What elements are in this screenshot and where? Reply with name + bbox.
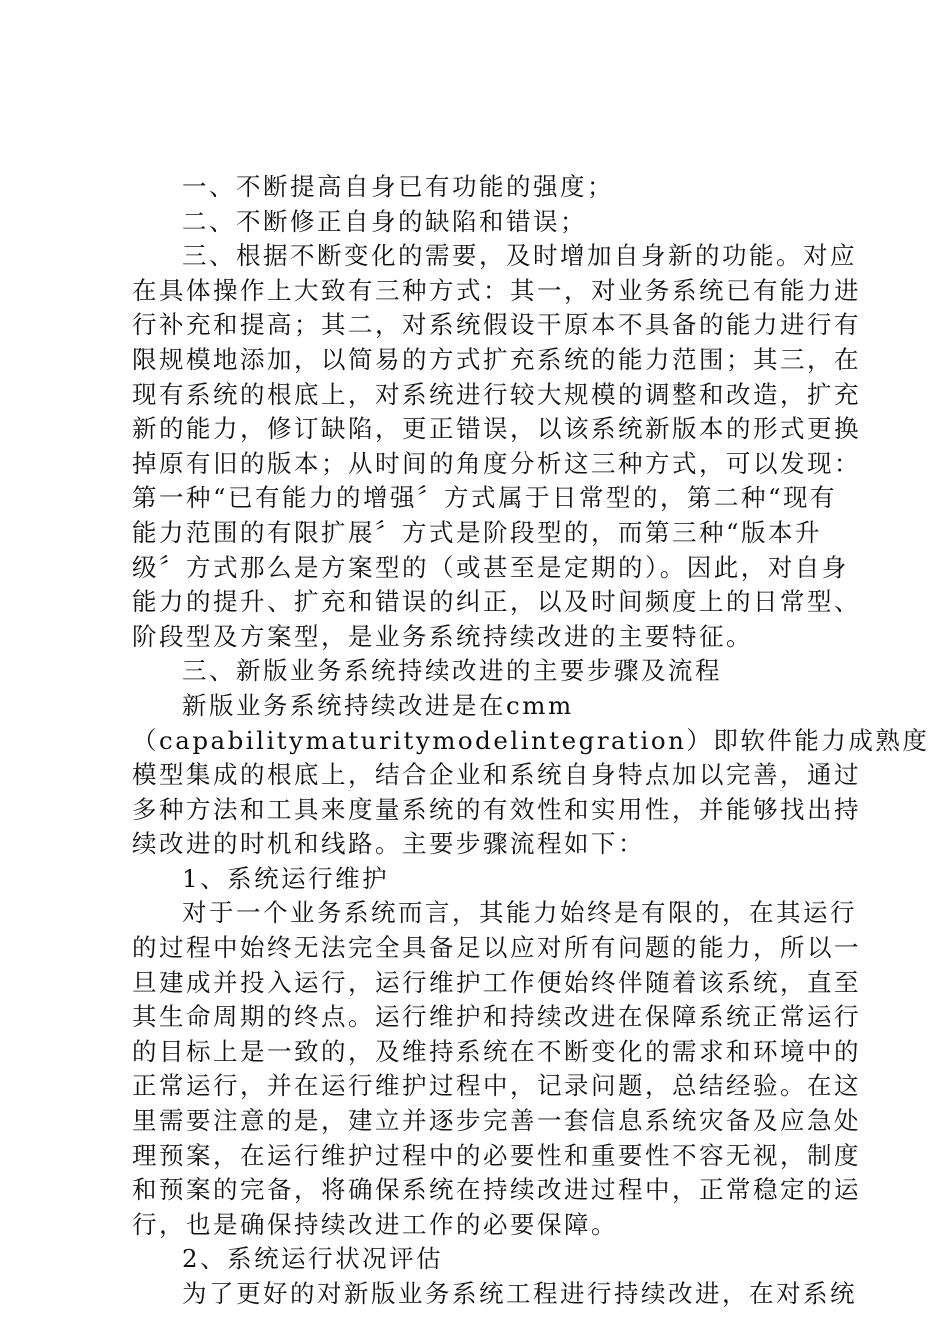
text-line: 三、新版业务系统持续改进的主要步骤及流程 xyxy=(182,656,722,686)
text-line: 在具体操作上大致有三种方式：其一，对业务系统已有能力进 xyxy=(132,275,861,305)
text-line: 能力范围的有限扩展〞方式是阶段型的，而第三种“版本升 xyxy=(132,517,823,547)
text-line: 理预案，在运行维护过程中的必要性和重要性不容无视，制度 xyxy=(132,1140,861,1170)
text-line: 三、根据不断变化的需要，及时增加自身新的功能。对应 xyxy=(182,241,857,271)
text-line: 限规模地添加，以简易的方式扩充系统的能力范围；其三，在 xyxy=(132,344,861,374)
text-line: 模型集成的根底上，结合企业和系统自身特点加以完善，通过 xyxy=(132,760,861,790)
text-line: 阶段型及方案型，是业务系统持续改进的主要特征。 xyxy=(132,621,753,651)
text-line: 能力的提升、扩充和错误的纠正，以及时间频度上的日常型、 xyxy=(132,587,861,617)
text-line: 级〞方式那么是方案型的（或甚至是定期的）。因此，对自身 xyxy=(132,552,849,582)
text-line: 续改进的时机和线路。主要步骤流程如下： xyxy=(132,829,645,859)
text-line: 行，也是确保持续改进工作的必要保障。 xyxy=(132,1209,618,1239)
text-line: 的目标上是一致的，及维持系统在不断变化的需求和环境中的 xyxy=(132,1036,861,1066)
text-line: 二、不断修正自身的缺陷和错误； xyxy=(182,206,587,236)
text-line: 多种方法和工具来度量系统的有效性和实用性，并能够找出持 xyxy=(132,794,861,824)
text-line: 第一种“已有能力的增强〞方式属于日常型的，第二种“现有 xyxy=(132,483,838,513)
text-line: 旦建成并投入运行，运行维护工作便始终伴随着该系统，直至 xyxy=(132,967,861,997)
text-line: 新的能力，修订缺陷，更正错误，以该系统新版本的形式更换 xyxy=(132,414,861,444)
text-line: 为了更好的对新版业务系统工程进行持续改进，在对系统 xyxy=(182,1279,857,1308)
text-line: 里需要注意的是，建立并逐步完善一套信息系统灾备及应急处 xyxy=(132,1106,861,1136)
document-body xyxy=(132,170,930,1312)
text-line: 其生命周期的终点。运行维护和持续改进在保障系统正常运行 xyxy=(132,1002,861,1032)
text-line: 正常运行，并在运行维护过程中，记录问题，总结经验。在这 xyxy=(132,1071,861,1101)
text-line: 2、系统运行状况评估 xyxy=(182,1244,444,1274)
text-line: 对于一个业务系统而言，其能力始终是有限的，在其运行 xyxy=(182,898,857,928)
text-line: （capabilitymaturitymodelintegration）即软件能力成熟度 xyxy=(132,725,930,755)
text-line: 的过程中始终无法完全具备足以应对所有问题的能力，所以一 xyxy=(132,933,861,963)
text-line: 掉原有旧的版本；从时间的角度分析这三种方式，可以发现： xyxy=(132,448,861,478)
text-line: 1、系统运行维护 xyxy=(182,863,390,893)
text-line: 新版业务系统持续改进是在cmm xyxy=(182,690,574,720)
text-line: 行补充和提高；其二，对系统假设干原本不具备的能力进行有 xyxy=(132,310,861,340)
text-line: 和预案的完备，将确保系统在持续改进过程中，正常稳定的运 xyxy=(132,1175,861,1205)
text-line: 现有系统的根底上，对系统进行较大规模的调整和改造，扩充 xyxy=(132,379,861,409)
text-line: 一、不断提高自身已有功能的强度； xyxy=(182,172,614,201)
